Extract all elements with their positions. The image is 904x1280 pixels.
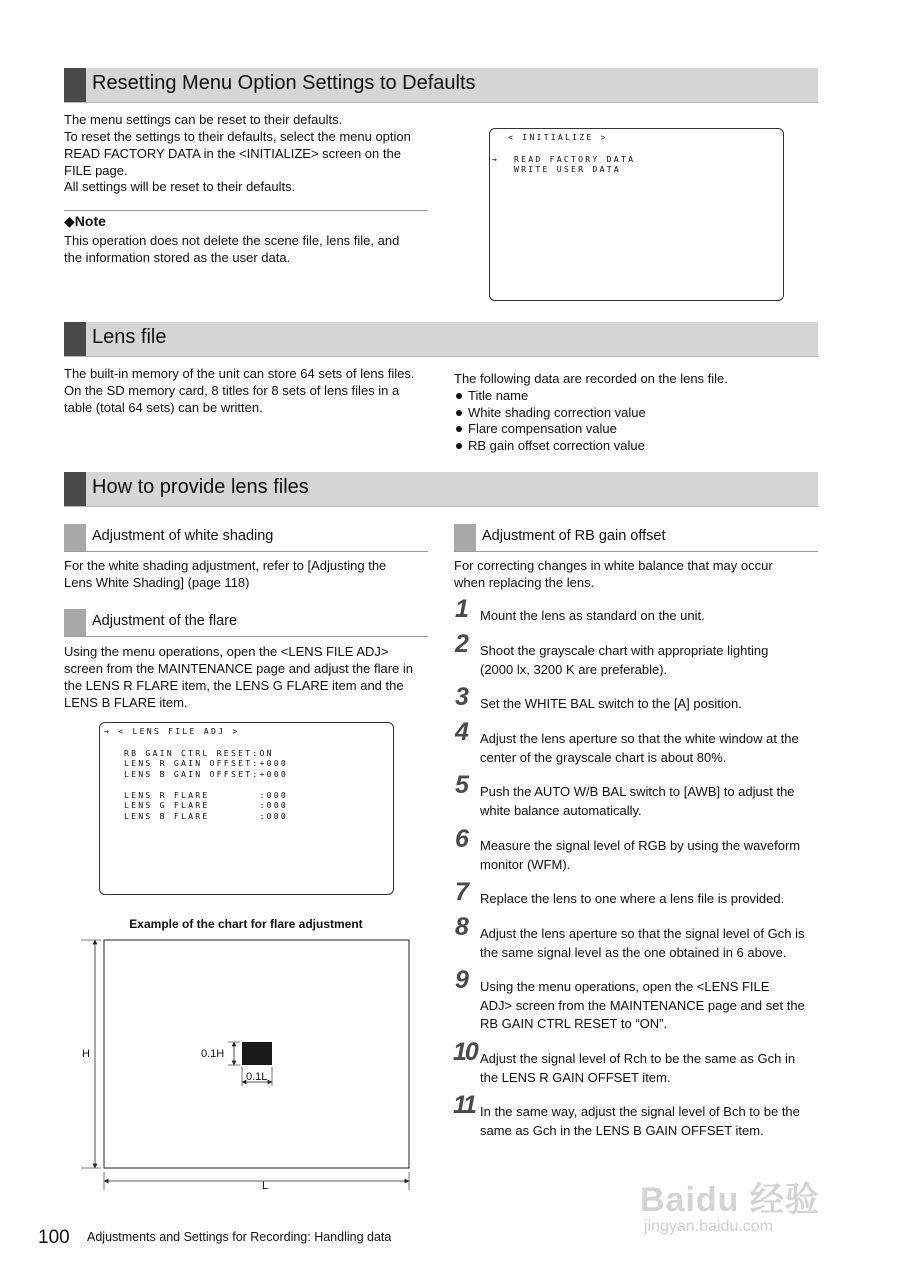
page-number: 100 [38,1227,70,1248]
text-line: To reset the settings to their defaults, select the menu option [64,129,411,144]
screen-header: < INITIALIZE > [508,132,608,142]
text-line: On the SD memory card, 8 titles for 8 sets of lens files in a [64,383,400,398]
screen-item: LENS B GAIN OFFSET:+000 [124,769,288,779]
step-number: 1 [455,595,469,623]
step-text: Set the WHITE BAL switch to the [A] position. [480,696,742,711]
screen-item: WRITE USER DATA [514,164,621,174]
subsection-title: Adjustment of white shading [92,528,274,544]
step-text: same as Gch in the LENS B GAIN OFFSET item. [480,1123,764,1138]
chart-caption: Example of the chart for flare adjustment [129,917,363,931]
bullet-item: Title name [454,388,528,405]
step-text: Adjust the signal level of Rch to be the same as Gch in [480,1051,796,1066]
patch-length-label: 0.1L [246,1071,268,1083]
section-title: Lens file [92,326,167,348]
text-line: screen from the MAINTENANCE page and adjust the flare in [64,661,413,676]
step-text: RB GAIN CTRL RESET to “ON”. [480,1016,668,1031]
diamond-icon: ◆ [64,213,75,229]
screen-header: → < LENS FILE ADJ > [104,726,240,736]
subsection-flare [64,609,428,637]
footer-text: Adjustments and Settings for Recording: Handling data [87,1230,392,1244]
height-label: H [82,1048,90,1060]
step-number: 4 [455,718,469,746]
text-line: For the white shading adjustment, refer to [Adjusting the [64,558,387,573]
length-label: L [262,1180,269,1192]
step-text: the LENS R GAIN OFFSET item. [480,1070,671,1085]
step-number: 6 [455,825,469,853]
note-line: This operation does not delete the scene file, lens file, and [64,233,400,248]
text-line: The built-in memory of the unit can store 64 sets of lens files. [64,366,415,381]
bullet-icon [456,426,462,432]
watermark-url: jingyan.baidu.com [644,1218,773,1235]
step-number: 3 [455,683,469,711]
section-marker [64,472,86,506]
subsection-marker [64,609,86,636]
text-line: READ FACTORY DATA in the <INITIALIZE> screen on the [64,146,401,161]
screen-item: LENS R GAIN OFFSET:+000 [124,758,288,768]
subsection-marker [454,524,476,551]
flare-chart-diagram [78,936,418,1196]
subsection-white-shading [64,524,428,552]
step-number: 8 [455,913,469,941]
note-divider [64,210,428,211]
bullet-item: RB gain offset correction value [454,438,645,455]
initialize-screen [489,128,784,301]
step-text: In the same way, adjust the signal level of Bch to be the [480,1104,800,1119]
step-text: Mount the lens as standard on the unit. [480,608,705,623]
step-number: 5 [455,771,469,799]
subsection-marker [64,524,86,551]
step-text: Replace the lens to one where a lens file is provided. [480,891,785,906]
text-line: LENS B FLARE item. [64,695,188,710]
section-header-provide [64,472,818,507]
bullet-icon [456,393,462,399]
subsection-rb-gain [454,524,818,552]
note-heading [64,213,106,230]
step-text: Shoot the grayscale chart with appropriate lighting [480,643,769,658]
section-title: Resetting Menu Option Settings to Defaults [92,72,476,94]
bullet-icon [456,410,462,416]
bullet-icon [456,443,462,449]
screen-item: LENS B FLARE :000 [124,811,288,821]
step-text: the same signal level as the one obtained in 6 above. [480,945,787,960]
screen-item: RB GAIN CTRL RESET:ON [124,748,274,758]
text-line: Using the menu operations, open the <LENS FILE ADJ> [64,644,389,659]
text-line: For correcting changes in white balance that may occur [454,558,773,573]
step-number: 11 [453,1091,475,1119]
note-line: the information stored as the user data. [64,250,291,265]
step-number: 9 [455,966,469,994]
text-line: The menu settings can be reset to their defaults. [64,112,343,127]
patch-height-label: 0.1H [201,1048,225,1060]
section-title: How to provide lens files [92,476,309,498]
step-text: Push the AUTO W/B BAL switch to [AWB] to adjust the [480,784,795,799]
screen-item: LENS R FLARE :000 [124,790,288,800]
watermark-brand: Baidu 经验 [640,1181,820,1219]
section-header-reset [64,68,818,103]
step-text: center of the grayscale chart is about 80%. [480,750,727,765]
text-line: table (total 64 sets) can be written. [64,400,263,415]
step-number: 10 [453,1038,477,1066]
section-header-lens [64,322,818,357]
black-patch [242,1042,272,1065]
step-text: (2000 lx, 3200 K are preferable). [480,662,668,677]
step-text: ADJ> screen from the MAINTENANCE page and set the [480,998,805,1013]
subsection-title: Adjustment of RB gain offset [482,528,666,544]
step-number: 7 [455,878,469,906]
step-text: Adjust the lens aperture so that the signal level of Gch is [480,926,805,941]
bullet-item: Flare compensation value [454,421,617,438]
cursor-arrow-icon: → [492,154,497,164]
text-line: the LENS R FLARE item, the LENS G FLARE item and the [64,678,404,693]
text-line: FILE page. [64,163,128,178]
step-text: monitor (WFM). [480,857,571,872]
text-line: Lens White Shading] (page 118) [64,575,250,590]
step-text: Using the menu operations, open the <LENS FILE [480,979,770,994]
bullet-item: White shading correction value [454,405,646,422]
step-number: 2 [455,630,469,658]
text-line: All settings will be reset to their defaults. [64,179,296,194]
text-line: when replacing the lens. [454,575,595,590]
screen-item: LENS G FLARE :000 [124,800,288,810]
step-text: white balance automatically. [480,803,642,818]
screen-item: READ FACTORY DATA [514,154,636,164]
step-text: Measure the signal level of RGB by using the waveform [480,838,801,853]
lens-intro: The following data are recorded on the lens file. [454,371,728,386]
step-text: Adjust the lens aperture so that the white window at the [480,731,799,746]
subsection-title: Adjustment of the flare [92,613,238,629]
note-label: Note [74,213,106,229]
lens-file-adj-screen [99,722,394,895]
section-marker [64,322,86,356]
section-marker [64,68,86,102]
